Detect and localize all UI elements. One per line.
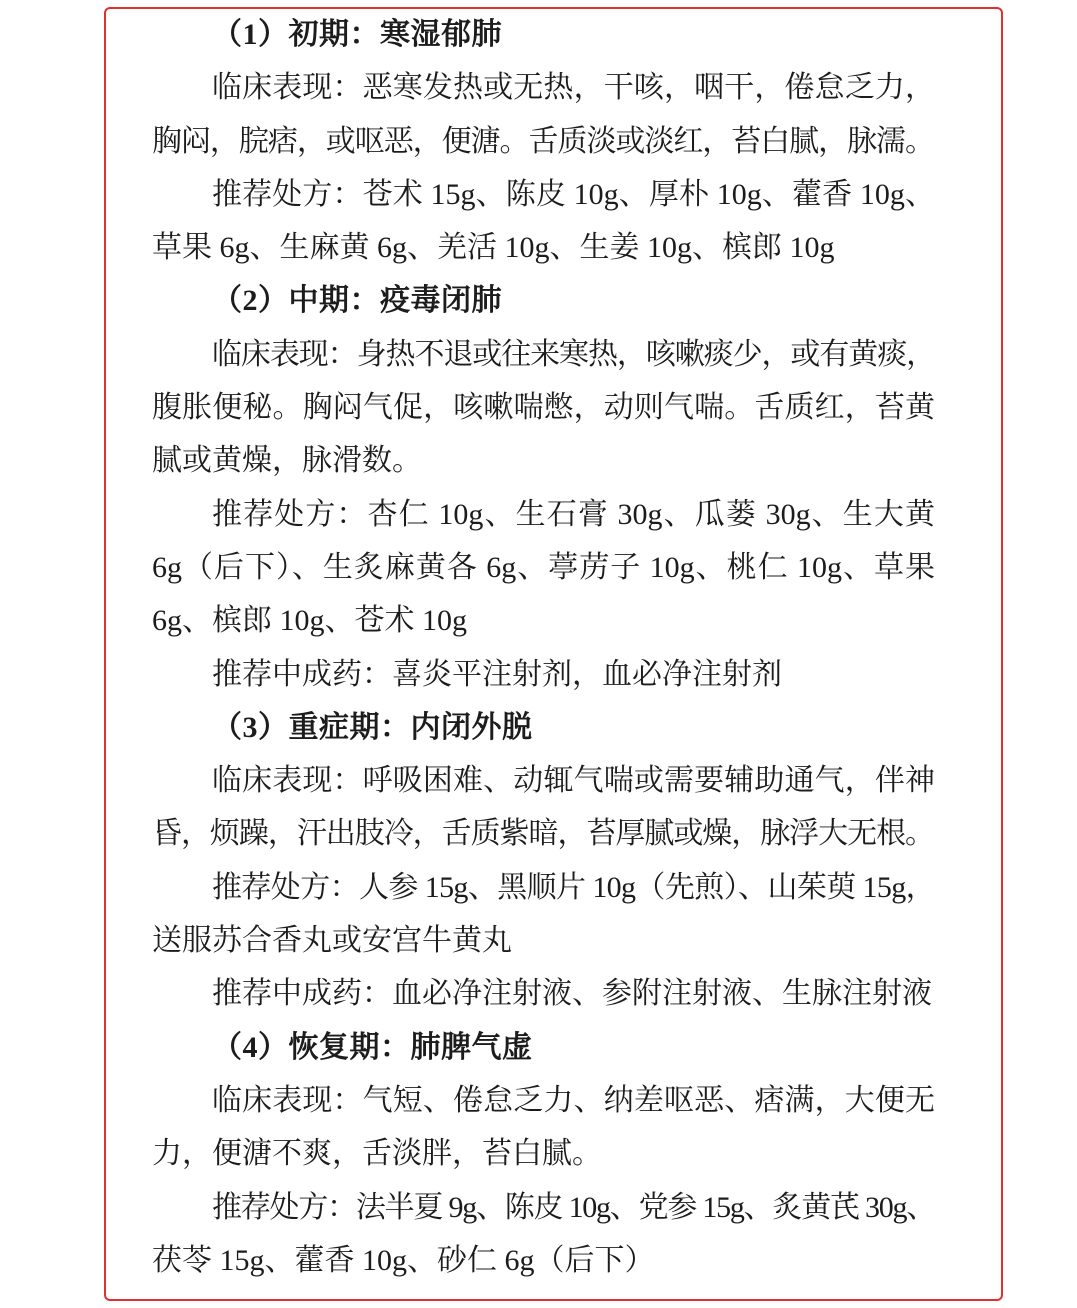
- text-line: 6g、槟郎 10g、苍术 10g: [152, 604, 467, 638]
- recommended-patent-medicine-paragraph: [152, 967, 935, 1020]
- text-line: 6g（后下）、生炙麻黄各 6g、葶苈子 10g、桃仁 10g、草果: [152, 550, 935, 584]
- recommended-patent-medicine-paragraph: [152, 648, 935, 701]
- text-line: 推荐处方：法半夏 9g、陈皮 10g、党参 15g、炙黄芪 30g、: [212, 1190, 935, 1224]
- section-heading: （3）重症期：内闭外脱: [212, 710, 533, 744]
- clinical-manifestation-paragraph: [152, 754, 935, 861]
- document-body: [152, 8, 935, 1287]
- recommended-prescription-paragraph: [152, 861, 935, 968]
- section-middle-stage: [152, 274, 935, 700]
- text-line: 送服苏合香丸或安宫牛黄丸: [152, 924, 512, 958]
- recommended-prescription-paragraph: [152, 488, 935, 648]
- text-line: 临床表现：呼吸困难、动辄气喘或需要辅助通气，伴神: [212, 764, 935, 798]
- section-heading: （1）初期：寒湿郁肺: [212, 18, 502, 51]
- text-line: 临床表现：身热不退或往来寒热，咳嗽痰少，或有黄痰，: [212, 337, 935, 371]
- text-line: 力，便溏不爽，舌淡胖，苔白腻。: [152, 1137, 602, 1171]
- clinical-manifestation-paragraph: [152, 328, 935, 488]
- section-heading: （2）中期：疫毒闭肺: [212, 284, 502, 318]
- text-line: 胸闷，脘痞，或呕恶，便溏。舌质淡或淡红，苔白腻，脉濡。: [152, 124, 935, 158]
- text-line: 推荐处方：杏仁 10g、生石膏 30g、瓜蒌 30g、生大黄: [212, 497, 935, 531]
- recommended-prescription-paragraph: [152, 1181, 935, 1288]
- text-line: 临床表现：气短、倦怠乏力、纳差呕恶、痞满，大便无: [212, 1083, 935, 1117]
- section-severe-stage: [152, 701, 935, 1021]
- text-line: 昏，烦躁，汗出肢冷，舌质紫暗，苔厚腻或燥，脉浮大无根。: [152, 817, 935, 851]
- text-line: 茯苓 15g、藿香 10g、砂仁 6g（后下）: [152, 1243, 655, 1277]
- recommended-prescription-paragraph: [152, 168, 935, 275]
- section-heading: （4）恢复期：肺脾气虚: [212, 1030, 533, 1064]
- text-line: 草果 6g、生麻黄 6g、羌活 10g、生姜 10g、槟郎 10g: [152, 231, 835, 265]
- section-initial-stage: [152, 8, 935, 274]
- text-line: 推荐处方：苍术 15g、陈皮 10g、厚朴 10g、藿香 10g、: [212, 177, 935, 211]
- text-line: 推荐中成药：喜炎平注射剂，血必净注射剂: [212, 657, 782, 691]
- text-line: 腹胀便秘。胸闷气促，咳嗽喘憋，动则气喘。舌质红，苔黄: [152, 391, 935, 425]
- text-line: 临床表现：恶寒发热或无热，干咳，咽干，倦怠乏力，: [212, 71, 935, 105]
- text-line: 推荐处方：人参 15g、黑顺片 10g（先煎）、山茱萸 15g，: [212, 870, 935, 904]
- clinical-manifestation-paragraph: [152, 1074, 935, 1181]
- section-recovery-stage: [152, 1021, 935, 1287]
- text-line: 推荐中成药：血必净注射液、参附注射液、生脉注射液: [212, 977, 932, 1011]
- text-line: 腻或黄燥，脉滑数。: [152, 444, 422, 478]
- clinical-manifestation-paragraph: [152, 61, 935, 168]
